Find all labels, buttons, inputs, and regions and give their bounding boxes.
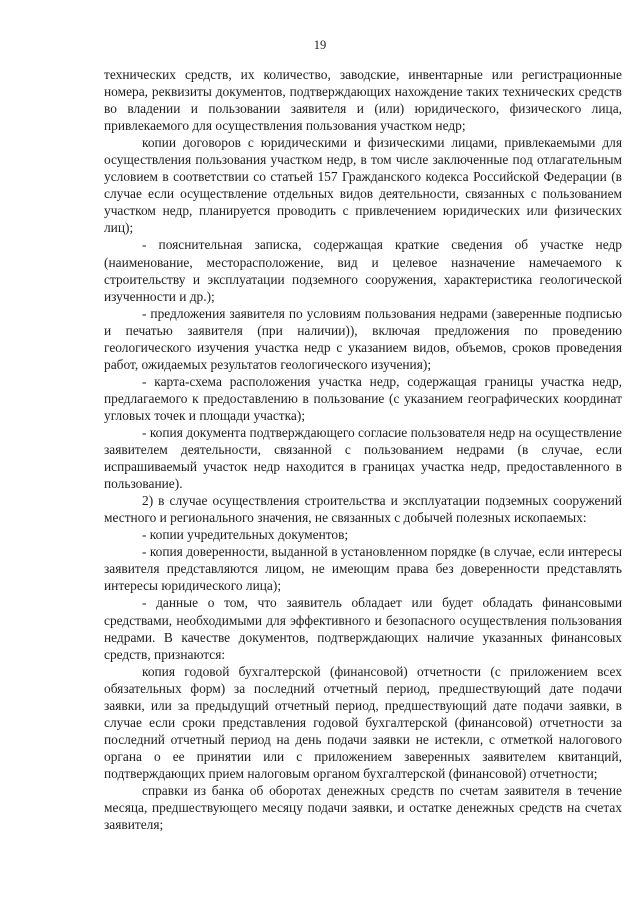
paragraph-contracts-copies: копии договоров с юридическими и физическими лицами, привлекаемыми для осуществления пользования участком недр, в том числе заключенные под отлагательным условием в соответствии со статьей 157 Гражданского кодекса Российской Федерации (в случае если осуществление отдельных видов деятельности, связанных с пользованием участком недр, планируется проводить с привлечением юридических или физических лиц); <box>104 135 622 236</box>
paragraph-site-map: - карта-схема расположения участка недр, содержащая границы участка недр, предлагаемого к предоставлению в пользование (с указанием географических координат угловых точек и площади участка); <box>104 373 622 423</box>
paragraph-item-2-heading: 2) в случае осуществления строительства и эксплуатации подземных сооружений местного и регионального значения, не связанных с добычей полезных ископаемых: <box>104 493 622 526</box>
paragraph-consent-copy: - копия документа подтверждающего согласие пользователя недр на осуществление заявителем деятельности, связанной с пользованием недрами (в случае, если испрашиваемый участок недр находится в границах участка недр, предоставленного в пользование). <box>104 424 622 492</box>
paragraph-applicant-proposals: - предложения заявителя по условиям пользования недрами (заверенные подписью и печатью заявителя (при наличии)), включая предложения по проведению геологического изучения участка недр с указанием видов, объемов, сроков проведения работ, ожидаемых результатов геологического изучения); <box>104 305 622 372</box>
paragraph-explanatory-note: - пояснительная записка, содержащая краткие сведения об участке недр (наименование, месторасположение, вид и целевое назначение намечаемого к строительству и эксплуатации подземного сооружения, характеристика геологической изученности и др.); <box>104 237 622 304</box>
page-number: 19 <box>313 38 327 52</box>
paragraph-annual-accounting-report: копия годовой бухгалтерской (финансовой) отчетности (с приложением всех обязательных форм) за последний отчетный период, предшествующий дате подачи заявки, или за предыдущий отчетный период, предшествующий дате подачи заявки, в случае если сроки представления годовой бухгалтерской (финансовой) отчетности за последний отчетный период на день подачи заявки не истекли, с отметкой налогового органа о ее принятии или с приложением заверенных заявителем квитанций, подтверждающих прием налоговым органом бухгалтерской (финансовой) отчетности; <box>104 663 622 781</box>
paragraph-power-of-attorney: - копия доверенности, выданной в установленном порядке (в случае, если интересы заявителя представляются лицом, не имеющим права без доверенности представлять интересы юридического лица); <box>104 544 622 594</box>
document-body <box>104 66 622 833</box>
paragraph-technical-means-continued: технических средств, их количество, заводские, инвентарные или регистрационные номера, реквизиты документов, подтверждающих нахождение таких технических средств во владении и пользовании заявителя и (или) юридического, физического лица, привлекаемого для осуществления пользования участком недр; <box>104 67 622 134</box>
paragraph-financial-means: - данные о том, что заявитель обладает или будет обладать финансовыми средствами, необходимыми для эффективного и безопасного осуществления пользования недрами. В качестве документов, подтверждающих наличие указанных финансовых средств, признаются: <box>104 595 622 662</box>
paragraph-founding-documents: - копии учредительных документов; <box>142 527 349 543</box>
paragraph-bank-statements: справки из банка об оборотах денежных средств по счетам заявителя в течение месяца, предшествующего месяцу подачи заявки, и остатке денежных средств на счетах заявителя; <box>104 782 622 833</box>
